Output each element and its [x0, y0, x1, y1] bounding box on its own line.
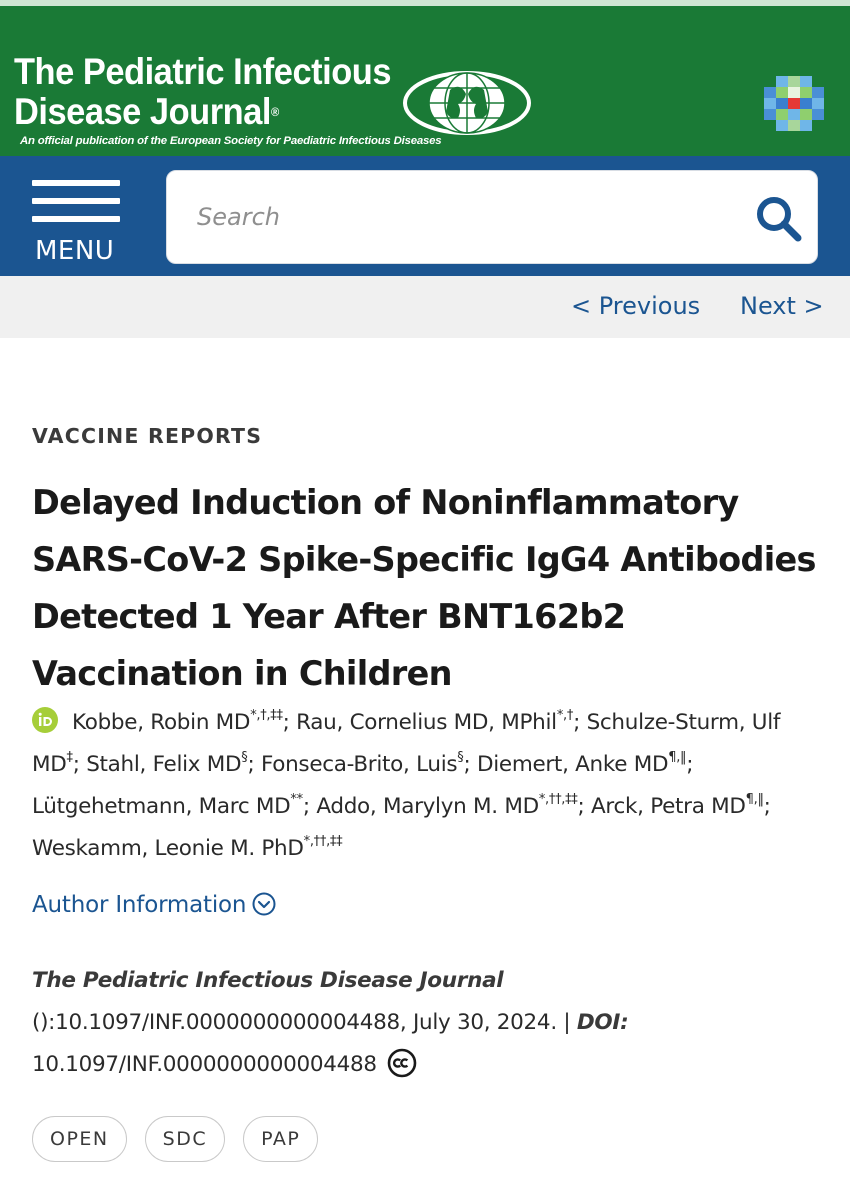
- chevron-down-circle-icon: [252, 892, 276, 916]
- author-name[interactable]: Rau, Cornelius MD, MPhil: [296, 710, 557, 735]
- globe-logo-icon: [402, 70, 532, 136]
- author-information-toggle[interactable]: [32, 892, 276, 918]
- author-affiliation-marks: §: [457, 749, 464, 765]
- doi-value[interactable]: 10.1097/INF.0000000000004488: [32, 1052, 377, 1077]
- badge-sdc[interactable]: SDC: [145, 1116, 225, 1162]
- citation-block: [32, 960, 822, 1086]
- author-name[interactable]: Schulze-Sturm, Ulf MD: [32, 710, 781, 777]
- menu-button[interactable]: [30, 176, 124, 264]
- doi-label: DOI:: [576, 1010, 629, 1035]
- author-affiliation-marks: *,††,‡‡: [538, 791, 578, 807]
- author-name[interactable]: Stahl, Felix MD: [86, 752, 242, 777]
- citation-journal-name[interactable]: The Pediatric Infectious Disease Journal: [32, 968, 504, 993]
- journal-subtitle: An official publication of the European Society for Paediatric Infectious Diseases: [20, 135, 442, 147]
- registered-mark: ®: [270, 105, 279, 119]
- author-name[interactable]: Lütgehetmann, Marc MD: [32, 794, 291, 819]
- author-list: Kobbe, Robin MD*,†,‡‡; Rau, Cornelius MD, MPhil*,†; Schulze-Sturm, Ulf MD‡; Stahl, Felix MD§; Fonseca-Brito, Luis§; Diemert, Anke MD¶,‖; Lütgehetmann, Marc MD**; Addo, Marylyn M. MD*,††,‡‡; Arck, Petra MD¶,‖; Weskamm, Leonie M. PhD*,††,‡‡: [32, 707, 781, 861]
- author-affiliation-marks: *,†: [556, 707, 574, 723]
- journal-title-line2: Disease Journal: [14, 91, 271, 132]
- next-article-link[interactable]: Next >: [740, 292, 824, 320]
- creative-commons-icon: [387, 1048, 417, 1078]
- article-badges: [32, 1116, 318, 1162]
- author-name[interactable]: Arck, Petra MD: [591, 794, 746, 819]
- badge-open[interactable]: OPEN: [32, 1116, 127, 1162]
- author-affiliation-marks: *,††,‡‡: [303, 833, 343, 849]
- author-affiliation-marks: **: [290, 791, 303, 807]
- wolters-kluwer-logo-icon: [758, 74, 830, 134]
- author-affiliation-marks: ‡: [66, 749, 73, 765]
- author-affiliation-marks: ¶,‖: [745, 791, 764, 807]
- search-box: [166, 170, 818, 264]
- journal-title-line1: The Pediatric Infectious: [14, 51, 391, 92]
- hamburger-bar: [32, 180, 120, 186]
- author-name[interactable]: Weskamm, Leonie M. PhD: [32, 836, 304, 861]
- orcid-icon[interactable]: [32, 707, 58, 733]
- search-icon[interactable]: [753, 193, 803, 243]
- article-title: Delayed Induction of Noninflammatory SARS-CoV-2 Spike-Specific IgG4 Antibodies Detected 1 Year After BNT162b2 Vaccination in Children: [32, 483, 816, 693]
- author-information-label: Author Information: [32, 892, 247, 918]
- author-name[interactable]: Diemert, Anke MD: [476, 752, 669, 777]
- journal-logo-title[interactable]: [14, 52, 391, 132]
- hamburger-bar: [32, 198, 120, 204]
- navigation-bar: [0, 156, 850, 276]
- journal-header: [0, 6, 850, 156]
- author-affiliation-marks: ¶,‖: [668, 749, 687, 765]
- menu-label: MENU: [35, 236, 115, 266]
- badge-pap[interactable]: PAP: [243, 1116, 318, 1162]
- article-section-label: VACCINE REPORTS: [32, 424, 263, 448]
- author-name[interactable]: Addo, Marylyn M. MD: [316, 794, 539, 819]
- hamburger-bar: [32, 216, 120, 222]
- author-affiliation-marks: *,†,‡‡: [250, 707, 283, 723]
- search-input[interactable]: [197, 195, 737, 239]
- previous-article-link[interactable]: < Previous: [571, 292, 701, 320]
- article-pager: [0, 276, 850, 338]
- citation-details: ():10.1097/INF.0000000000004488, July 30, 2024. |: [32, 1010, 571, 1035]
- author-name[interactable]: Fonseca-Brito, Luis: [260, 752, 458, 777]
- author-name[interactable]: Kobbe, Robin MD: [72, 710, 251, 735]
- author-affiliation-marks: §: [241, 749, 248, 765]
